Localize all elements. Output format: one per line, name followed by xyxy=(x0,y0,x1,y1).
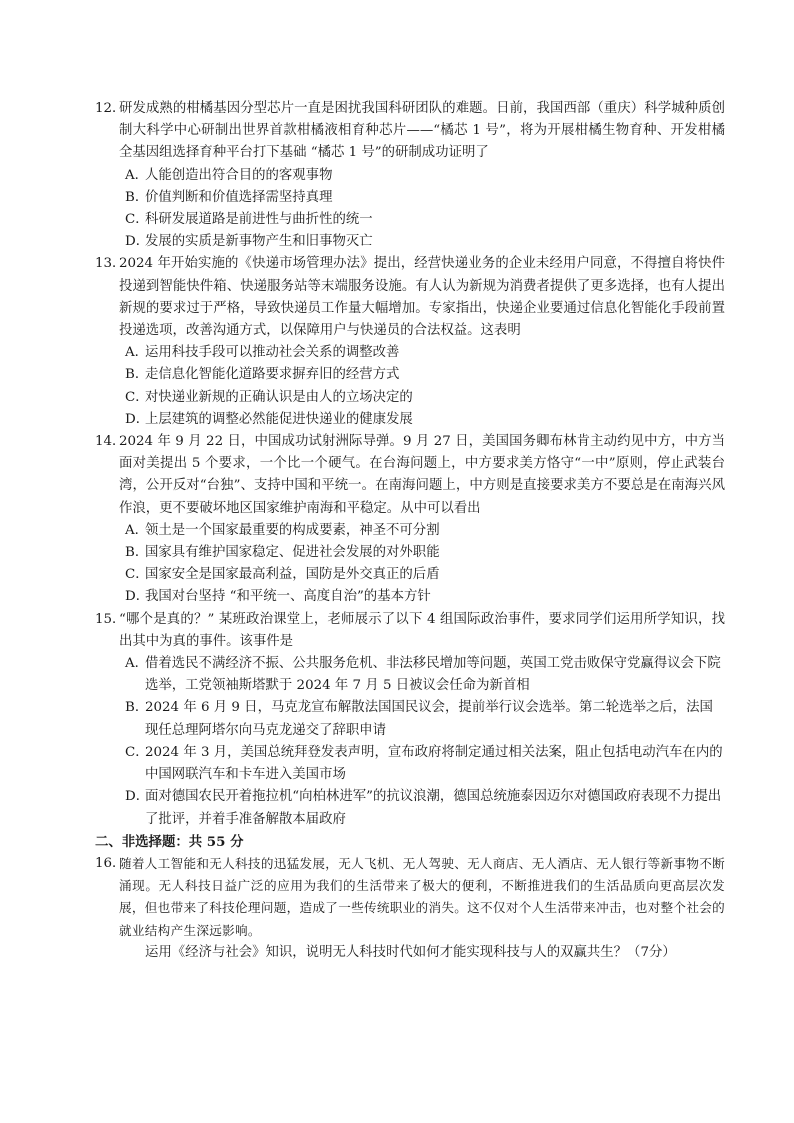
option-list xyxy=(119,342,725,431)
exam-content xyxy=(95,98,725,964)
option-d xyxy=(125,231,725,253)
option-text: 上层建筑的调整必然能促进快递业的健康发展 xyxy=(145,411,413,427)
question-prompt: 运用《经济与社会》知识，说明无人科技时代如何才能实现科技与人的双赢共生？（7分） xyxy=(145,944,676,960)
option-c xyxy=(125,564,725,586)
question-material: 随着人工智能和无人科技的迅猛发展，无人飞机、无人驾驶、无人商店、无人酒店、无人银行等新事物不断涌现。无人科技日益广泛的应用为我们的生活带来了极大的便利，不断推进我们的生活品质向更高层次发展，但也带来了科技伦理问题，造成了一些传统职业的消失。这不仅对个人生活带来冲击，也对整个社会的就业结构产生深远影响。 xyxy=(119,855,726,938)
question-number: 13． xyxy=(95,256,126,272)
option-c xyxy=(125,209,725,231)
option-label: C． xyxy=(125,212,149,228)
option-text: 对快递业新规的正确认识是由人的立场决定的 xyxy=(145,389,413,405)
option-text: 走信息化智能化道路要求摒弃旧的经营方式 xyxy=(145,367,400,383)
option-label: B． xyxy=(125,189,149,205)
option-label: B． xyxy=(125,700,149,716)
option-text: 我国对台坚持 “和平统一、高度自治”的基本方针 xyxy=(145,589,431,605)
option-text: 国家安全是国家最高利益，国防是外交真正的后盾 xyxy=(145,567,440,583)
question-12 xyxy=(95,98,725,253)
option-text: 科研发展道路是前进性与曲折性的统一 xyxy=(145,212,373,228)
question-16 xyxy=(95,853,725,964)
option-label: D． xyxy=(125,789,150,805)
option-label: D． xyxy=(125,411,150,427)
question-stem: 2024 年 9 月 22 日，中国成功试射洲际导弹。9 月 27 日，美国国务卿布林肯主动约见中方，中方当面对美提出 5 个要求，一个比一个硬气。在台海问题上，中方要求美方恪守“一中”原则，停止武装台湾，公开反对“台独”、支持中国和平统一。在南海问题上，中方则是直接要求美方不要总是在南海兴风作浪，更不要破坏地区国家维护南海和平稳定。从中可以看出 xyxy=(119,434,725,516)
option-label: C． xyxy=(125,389,149,405)
option-label: A． xyxy=(125,167,149,183)
option-b xyxy=(125,697,725,741)
option-list xyxy=(119,653,725,831)
option-a xyxy=(125,165,725,187)
option-text: 领土是一个国家最重要的构成要素，神圣不可分割 xyxy=(145,522,440,538)
question-13 xyxy=(95,253,725,431)
option-label: C． xyxy=(125,567,149,583)
option-text: 运用科技手段可以推动社会关系的调整改善 xyxy=(145,345,400,361)
question-number: 15． xyxy=(95,611,126,627)
option-label: D． xyxy=(125,234,150,250)
option-c xyxy=(125,387,725,409)
option-a xyxy=(125,342,725,364)
option-text: 2024 年 3 月，美国总统拜登发表声明，宣布政府将制定通过相关法案，阻止包括电动汽车在内的中国网联汽车和卡车进入美国市场 xyxy=(145,744,723,783)
option-label: B． xyxy=(125,367,149,383)
option-label: C． xyxy=(125,744,149,760)
option-label: A． xyxy=(125,345,149,361)
question-stem: 2024 年开始实施的《快递市场管理办法》提出，经营快递业务的企业未经用户同意，不得擅自将快件投递到智能快件箱、快递服务站等末端服务设施。有人认为新规为消费者提供了更多选择，也有人提出新规的要求过于严格，导致快递员工作量大幅增加。专家指出，快递企业要通过信息化智能化手段前置投递选项，改善沟通方式，以保障用户与快递员的合法权益。这表明 xyxy=(119,256,725,339)
option-list xyxy=(119,520,725,609)
option-label: A． xyxy=(125,656,149,672)
option-b xyxy=(125,187,725,209)
option-b xyxy=(125,364,725,386)
question-15 xyxy=(95,609,725,831)
option-b xyxy=(125,542,725,564)
question-stem: “哪个是真的？” 某班政治课堂上，老师展示了以下 4 组国际政治事件，要求同学们运用所学知识，找出其中为真的事件。该事件是 xyxy=(119,611,725,649)
option-a xyxy=(125,653,725,697)
section-heading: 二、非选择题：共 55 分 xyxy=(95,833,244,850)
option-a xyxy=(125,520,725,542)
option-list xyxy=(119,165,725,254)
option-label: D． xyxy=(125,589,150,605)
option-d xyxy=(125,786,725,830)
option-c xyxy=(125,742,725,786)
question-number: 16． xyxy=(95,855,126,871)
option-label: B． xyxy=(125,545,149,561)
option-text: 人能创造出符合目的的客观事物 xyxy=(145,167,333,183)
option-text: 面对德国农民开着拖拉机“向柏林进军”的抗议浪潮，德国总统施泰因迈尔对德国政府表现不力提出了批评，并着手准备解散本届政府 xyxy=(145,789,722,827)
option-d xyxy=(125,586,725,608)
question-stem: 研发成熟的柑橘基因分型芯片一直是困扰我国科研团队的难题。日前，我国西部（重庆）科学城种质创制大科学中心研制出世界首款柑橘液相育种芯片——“橘芯 1 号”，将为开展柑橘生物育种、开发柑橘全基因组选择育种平台打下基础 “橘芯 1 号”的研制成功证明了 xyxy=(119,101,725,161)
option-text: 国家具有维护国家稳定、促进社会发展的对外职能 xyxy=(145,545,440,561)
option-text: 价值判断和价值选择需坚持真理 xyxy=(145,189,333,205)
option-text: 2024 年 6 月 9 日，马克龙宣布解散法国国民议会，提前举行议会选举。第二轮选举之后，法国现任总理阿塔尔向马克龙递交了辞职申请 xyxy=(145,700,713,738)
option-text: 借着选民不满经济不振、公共服务危机、非法移民增加等问题，英国工党击败保守党赢得议会下院选举，工党领袖斯塔默于 2024 年 7 月 5 日被议会任命为新首相 xyxy=(145,656,721,694)
option-label: A． xyxy=(125,522,149,538)
option-d xyxy=(125,409,725,431)
option-text: 发展的实质是新事物产生和旧事物灭亡 xyxy=(145,234,373,250)
question-14 xyxy=(95,431,725,609)
question-number: 14． xyxy=(95,434,126,450)
question-number: 12． xyxy=(95,101,126,116)
